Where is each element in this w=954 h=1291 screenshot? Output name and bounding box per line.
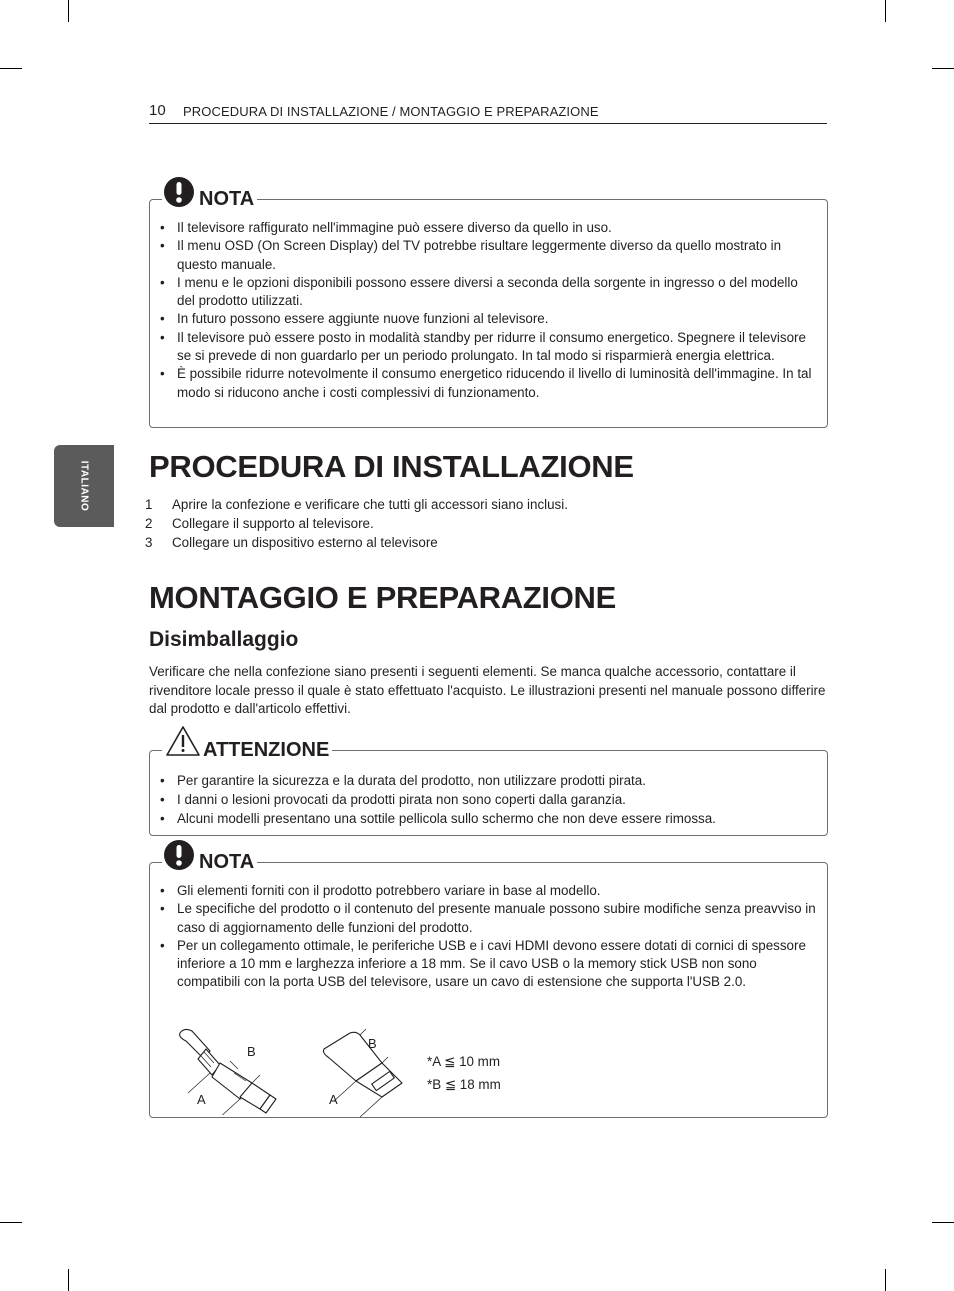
language-tab <box>54 445 114 527</box>
attenzione-title <box>162 739 332 761</box>
intro-paragraph: Verificare che nella confezione siano presenti i seguenti elementi. Se manca qualche accessorio, contattare il rivenditore locale presso il quale è stato effettuato l'acquisto. Le illustrazioni presenti nel manuale possono differire dal prodotto e dall'articolo effettivi. <box>149 664 826 716</box>
list-item: • Gli elementi forniti con il prodotto potrebbero variare in base al modello. <box>160 882 817 900</box>
cable-label-b: B <box>247 1044 256 1059</box>
spec-a: *A ≦ 10 mm <box>427 1054 500 1069</box>
crop-mark <box>885 0 886 22</box>
nota-title-2 <box>162 851 257 873</box>
spec-b: *B ≦ 18 mm <box>427 1077 501 1092</box>
list-item: • Per un collegamento ottimale, le periferiche USB e i cavi HDMI devono essere dotati di cornici di spessore inferiore a 10 mm e larghezza inferiore a 18 mm. Se il cavo USB o la memory stick USB non sono compatibili con la porta USB del televisore, usare un cavo di estensione che supporta l'USB 2.0. <box>160 937 817 992</box>
exclamation-icon <box>163 839 195 871</box>
nota-box-2 <box>149 851 828 1118</box>
stick-label-a: A <box>329 1092 338 1107</box>
list-item: • Il televisore può essere posto in modalità standby per ridurre il consumo energetico. Spegnere il televisore se si prevede di non guardarlo per un periodo prolungato. In tal modo si risparmierà energia elettrica. <box>160 329 817 366</box>
attenzione-title-text: ATTENZIONE <box>203 739 330 761</box>
list-item: • I danni o lesioni provocati da prodotti pirata non sono coperti dalla garanzia. <box>160 790 817 809</box>
subsection-title-disimballaggio: Disimballaggio <box>149 628 299 651</box>
list-item: • Il televisore raffigurato nell'immagine può essere diverso da quello in uso. <box>160 219 817 237</box>
header-title: PROCEDURA DI INSTALLAZIONE / MONTAGGIO E PREPARAZIONE <box>183 104 599 119</box>
section-title-installazione: PROCEDURA DI INSTALLAZIONE <box>149 449 634 484</box>
nota-list-2 <box>160 882 817 992</box>
warning-triangle-icon <box>165 725 201 757</box>
nota-list-1 <box>160 219 817 402</box>
crop-mark <box>885 1269 886 1291</box>
attenzione-list <box>160 771 817 828</box>
list-item: 3 Collegare un dispositivo esterno al televisore <box>145 534 438 550</box>
nota-title-text-1: NOTA <box>199 188 255 210</box>
list-item: • I menu e le opzioni disponibili possono essere diversi a seconda della sorgente in ingresso o del modello del prodotto utilizzati. <box>160 274 817 311</box>
list-item: • Le specifiche del prodotto o il contenuto del presente manuale possono subire modifiche senza preavviso in caso di aggiornamento delle funzioni del prodotto. <box>160 900 817 937</box>
crop-mark <box>0 1222 22 1223</box>
crop-mark <box>68 0 69 22</box>
installation-steps <box>145 496 568 552</box>
cable-label-a: A <box>197 1092 206 1107</box>
crop-mark <box>68 1269 69 1291</box>
list-item: • Alcuni modelli presentano una sottile pellicola sullo schermo che non deve essere rimossa. <box>160 809 817 828</box>
crop-mark <box>932 1222 954 1223</box>
nota-box-1 <box>149 188 828 428</box>
hdmi-cable-illustration <box>174 1025 294 1115</box>
list-item: 1 Aprire la confezione e verificare che tutti gli accessori siano inclusi. <box>145 497 568 512</box>
list-item: • In futuro possono essere aggiunte nuove funzioni al televisore. <box>160 310 817 328</box>
nota-title-1 <box>162 188 257 210</box>
list-item: • Il menu OSD (On Screen Display) del TV potrebbe risultare leggermente diverso da quello mostrato in questo manuale. <box>160 237 817 274</box>
stick-label-b: B <box>368 1036 377 1051</box>
crop-mark <box>932 68 954 69</box>
list-item: 2 Collegare il supporto al televisore. <box>145 515 374 531</box>
page-number: 10 <box>149 102 166 119</box>
page-header <box>149 101 827 124</box>
list-item: • È possibile ridurre notevolmente il consumo energetico riducendo il livello di luminosità dell'immagine. In tal modo si riducono anche i costi complessivi di funzionamento. <box>160 365 817 402</box>
nota-title-text-2: NOTA <box>199 851 255 873</box>
attenzione-box <box>149 739 828 836</box>
list-item: • Per garantire la sicurezza e la durata del prodotto, non utilizzare prodotti pirata. <box>160 771 817 790</box>
crop-mark <box>0 68 22 69</box>
section-title-montaggio: MONTAGGIO E PREPARAZIONE <box>149 580 617 615</box>
language-tab-label: ITALIANO <box>78 460 90 512</box>
exclamation-icon <box>163 176 195 208</box>
